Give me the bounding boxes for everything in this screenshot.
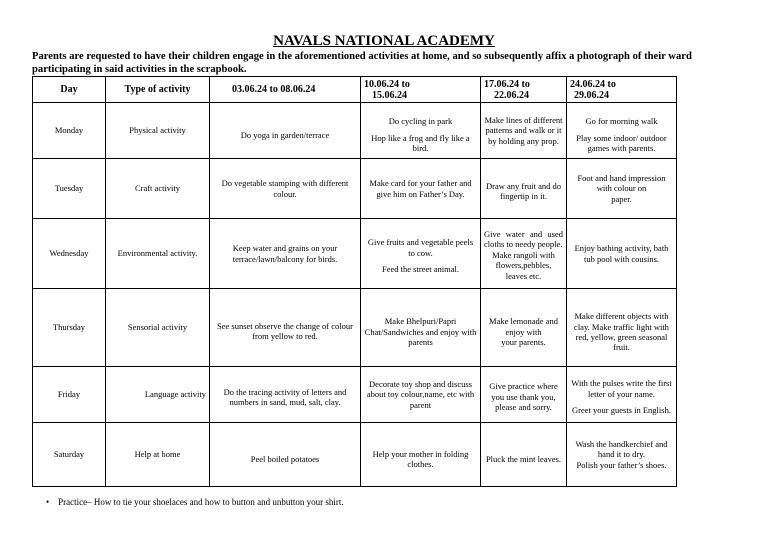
header-week-4-line-1: 24.06.24 to	[570, 78, 616, 90]
activity-text: Make Bhelpuri/Papri Chat/Sandwiches and enjoy with parents	[364, 316, 477, 348]
activity-text: Pluck the mint leaves.	[485, 453, 562, 464]
header-week-3-line-1: 17.06.24 to	[484, 78, 530, 90]
activity-text: Keep water and grains on your terrace/lawn/balcony for birds.	[232, 243, 338, 264]
activity-text: Do vegetable stamping with different colour.	[221, 178, 349, 199]
header-week-1: 03.06.24 to 08.06.24	[210, 77, 361, 103]
activity-text: Make rangoli with flowers,pebbles, leaves etc.	[492, 249, 555, 281]
header-week-4-line-2: 29.06.24	[574, 89, 609, 101]
activity-text: Polish your father’s shoes.	[576, 459, 667, 470]
activity-cell	[567, 289, 677, 367]
header-week-2	[361, 77, 481, 103]
activity-cell	[567, 159, 677, 219]
intro-text: Parents are requested to have their children engage in the aforementioned activities at home, and so subsequently affix a photograph of their ward participating in said activities in the scrapbook.	[32, 51, 692, 75]
table-row	[33, 367, 677, 423]
activity-cell	[567, 103, 677, 159]
activity-cell	[361, 423, 481, 487]
activity-cell	[567, 423, 677, 487]
type-cell: Language activity	[106, 367, 210, 423]
day-cell: Thursday	[33, 289, 106, 367]
table-row	[33, 423, 677, 487]
activity-text: Do yoga in garden/terrace	[240, 129, 330, 140]
day-cell: Tuesday	[33, 159, 106, 219]
day-cell: Saturday	[33, 423, 106, 487]
activity-text: Hop like a frog and fly like a bird.	[371, 132, 470, 154]
day-cell: Friday	[33, 367, 106, 423]
activity-cell	[481, 219, 567, 289]
activity-text: See sunset observe the change of colour from yellow to red.	[217, 320, 353, 341]
activity-text: Make lines of different patterns and walk or it by holding any prop.	[484, 114, 563, 146]
header-week-2-line-2: 15.06.24	[372, 89, 407, 101]
activity-cell	[481, 103, 567, 159]
activity-text: Do cycling in park	[388, 116, 453, 127]
header-week-3-line-2: 22.06.24	[494, 89, 529, 101]
type-cell: Environmental activity.	[106, 219, 210, 289]
type-cell: Sensorial activity	[106, 289, 210, 367]
activity-text: Peel boiled potatoes	[250, 453, 320, 464]
footnote-text: Practice– How to tie your shoelaces and how to button and unbutton your shirt.	[58, 497, 344, 507]
day-cell: Monday	[33, 103, 106, 159]
activity-cell	[361, 103, 481, 159]
activity-cell	[361, 367, 481, 423]
header-week-3	[481, 77, 567, 103]
header-day: Day	[33, 77, 106, 103]
activity-cell	[481, 159, 567, 219]
activity-text: Draw any fruit and do fingertip in it.	[485, 180, 562, 201]
header-week-4	[567, 77, 677, 103]
type-cell: Physical activity	[106, 103, 210, 159]
activity-text: paper.	[611, 193, 632, 204]
activity-text: fruit.	[613, 342, 630, 353]
activity-cell	[481, 423, 567, 487]
activity-cell	[567, 219, 677, 289]
activity-text: Help your mother in folding clothes.	[372, 448, 469, 469]
activity-text: Feed the street animal.	[382, 264, 459, 275]
activity-text: Greet your guests in English.	[572, 405, 671, 416]
activity-cell	[481, 367, 567, 423]
activity-text: Go for morning walk	[585, 116, 658, 127]
activity-cell	[210, 423, 361, 487]
activity-cell	[481, 289, 567, 367]
activity-text: Wash the handkerchief and hand it to dry.	[575, 438, 668, 460]
activity-cell	[210, 367, 361, 423]
activity-text: your parents.	[501, 337, 546, 348]
activity-schedule-table	[32, 76, 677, 487]
header-row	[33, 77, 677, 103]
activity-text: Enjoy bathing activity, bath	[574, 243, 669, 254]
activity-cell	[361, 289, 481, 367]
activity-text: Decorate toy shop and discuss about toy colour,name, etc with parent	[366, 378, 475, 410]
activity-text: Foot and hand impression with colour on	[577, 172, 666, 194]
activity-text: Make lemonade and enjoy with	[489, 316, 558, 337]
activity-cell	[210, 159, 361, 219]
activity-cell	[210, 289, 361, 367]
activity-text: Give practice where you use thank you, please and sorry.	[489, 381, 558, 413]
activity-cell	[361, 219, 481, 289]
table-row	[33, 219, 677, 289]
type-cell: Craft activity	[106, 159, 210, 219]
activity-cell	[567, 367, 677, 423]
activity-text: Play some indoor/ outdoor games with parents.	[576, 132, 667, 154]
type-cell: Help at home	[106, 423, 210, 487]
activity-text: Do the tracing activity of letters and numbers in sand, mud, salt, clay.	[223, 386, 347, 407]
activity-text: Give water and used cloths to needy people.	[484, 228, 563, 250]
activity-text: With the pulses write the first letter of your name.	[571, 378, 672, 399]
activity-cell	[210, 219, 361, 289]
header-week-2-line-1: 10.06.24 to	[364, 78, 410, 90]
table-row	[33, 103, 677, 159]
footnote	[46, 497, 344, 507]
activity-text: Make different objects with clay. Make traffic light with red, yellow, green seasonal	[574, 311, 669, 342]
header-type: Type of activity	[106, 77, 210, 103]
day-cell: Wednesday	[33, 219, 106, 289]
page-title: NAVALS NATIONAL ACADEMY	[273, 33, 495, 49]
activity-text: Make card for your father and give him on Father’s Day.	[369, 178, 472, 199]
table-row	[33, 159, 677, 219]
activity-cell	[361, 159, 481, 219]
activity-text: tub pool with cousins.	[583, 253, 660, 264]
table-row	[33, 289, 677, 367]
bullet-icon: •	[46, 497, 50, 507]
activity-text: Give fruits and vegetable peels to cow.	[367, 237, 474, 258]
activity-cell	[210, 103, 361, 159]
